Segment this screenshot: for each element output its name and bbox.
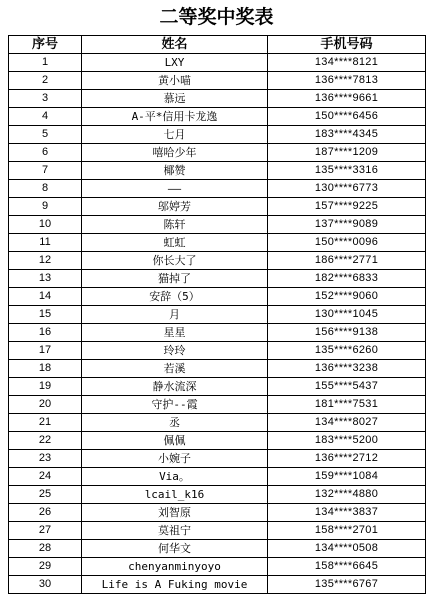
row-name-cell: 七月 [82,126,268,144]
row-index-cell: 16 [9,324,82,342]
table-row [9,540,426,558]
row-name-cell: 守护--霞 [82,396,268,414]
row-index-cell: 24 [9,468,82,486]
table-row [9,162,426,180]
row-index-cell: 6 [9,144,82,162]
row-name-cell: lcail_k16 [82,486,268,504]
row-index-cell: 11 [9,234,82,252]
row-name-cell: 静水流深 [82,378,268,396]
row-phone-cell: 183****4345 [268,126,426,144]
row-name-cell: 你长大了 [82,252,268,270]
table-row [9,396,426,414]
column-header-phone: 手机号码 [268,36,426,54]
row-name-cell: 玲玲 [82,342,268,360]
table-row [9,486,426,504]
table-row [9,414,426,432]
row-index-cell: 22 [9,432,82,450]
row-index-cell: 17 [9,342,82,360]
row-phone-cell: 134****8027 [268,414,426,432]
row-name-cell: 星星 [82,324,268,342]
table-row [9,72,426,90]
row-index-cell: 7 [9,162,82,180]
column-header-index: 序号 [9,36,82,54]
row-index-cell: 19 [9,378,82,396]
row-phone-cell: 158****6645 [268,558,426,576]
table-row [9,504,426,522]
row-index-cell: 26 [9,504,82,522]
row-name-cell: 虹虹 [82,234,268,252]
row-phone-cell: 181****7531 [268,396,426,414]
row-index-cell: 23 [9,450,82,468]
row-phone-cell: 136****2712 [268,450,426,468]
winners-table [8,35,426,594]
row-name-cell: A-平*信用卡龙逸 [82,108,268,126]
row-phone-cell: 135****6767 [268,576,426,594]
row-index-cell: 9 [9,198,82,216]
row-name-cell: 小婉子 [82,450,268,468]
table-row [9,468,426,486]
row-phone-cell: 150****6456 [268,108,426,126]
table-row [9,342,426,360]
row-phone-cell: 187****1209 [268,144,426,162]
row-phone-cell: 135****3316 [268,162,426,180]
table-row [9,378,426,396]
row-name-cell: 猫掉了 [82,270,268,288]
row-phone-cell: 158****2701 [268,522,426,540]
table-row [9,450,426,468]
table-row [9,180,426,198]
row-index-cell: 30 [9,576,82,594]
row-name-cell: 安辞（5） [82,288,268,306]
row-name-cell: LXY [82,54,268,72]
table-row [9,324,426,342]
row-index-cell: 8 [9,180,82,198]
row-index-cell: 27 [9,522,82,540]
row-name-cell: 陈轩 [82,216,268,234]
row-name-cell: —— [82,180,268,198]
column-header-name: 姓名 [82,36,268,54]
row-name-cell: 何华文 [82,540,268,558]
row-phone-cell: 159****1084 [268,468,426,486]
row-phone-cell: 136****3238 [268,360,426,378]
row-name-cell: 佩佩 [82,432,268,450]
row-name-cell: Life is A Fuking movie [82,576,268,594]
row-name-cell: Via。 [82,468,268,486]
row-phone-cell: 134****8121 [268,54,426,72]
row-name-cell: 邬婷芳 [82,198,268,216]
table-row [9,144,426,162]
row-phone-cell: 134****0508 [268,540,426,558]
table-row [9,306,426,324]
row-index-cell: 21 [9,414,82,432]
row-index-cell: 1 [9,54,82,72]
row-phone-cell: 135****6260 [268,342,426,360]
table-row [9,198,426,216]
table-row [9,108,426,126]
row-index-cell: 2 [9,72,82,90]
table-row [9,522,426,540]
row-phone-cell: 150****0096 [268,234,426,252]
table-row [9,216,426,234]
row-phone-cell: 157****9225 [268,198,426,216]
row-index-cell: 28 [9,540,82,558]
row-name-cell: 月 [82,306,268,324]
table-row [9,558,426,576]
row-index-cell: 29 [9,558,82,576]
row-phone-cell: 130****1045 [268,306,426,324]
row-index-cell: 12 [9,252,82,270]
row-index-cell: 4 [9,108,82,126]
table-body [9,54,426,594]
table-row [9,54,426,72]
row-name-cell: 黄小喵 [82,72,268,90]
row-index-cell: 14 [9,288,82,306]
table-row [9,90,426,108]
row-index-cell: 5 [9,126,82,144]
table-row [9,432,426,450]
row-name-cell: 莫祖宁 [82,522,268,540]
table-row [9,270,426,288]
page-title: 二等奖中奖表 [159,6,274,28]
row-phone-cell: 130****6773 [268,180,426,198]
row-phone-cell: 136****9661 [268,90,426,108]
row-index-cell: 3 [9,90,82,108]
table-row [9,234,426,252]
table-header-row [9,36,426,54]
row-index-cell: 25 [9,486,82,504]
row-index-cell: 13 [9,270,82,288]
row-phone-cell: 155****5437 [268,378,426,396]
row-name-cell: 椰赞 [82,162,268,180]
row-index-cell: 20 [9,396,82,414]
row-phone-cell: 186****2771 [268,252,426,270]
table-row [9,252,426,270]
row-name-cell: 慕远 [82,90,268,108]
table-row [9,288,426,306]
row-phone-cell: 136****7813 [268,72,426,90]
row-index-cell: 18 [9,360,82,378]
row-phone-cell: 156****9138 [268,324,426,342]
table-row [9,360,426,378]
row-name-cell: 丞 [82,414,268,432]
row-phone-cell: 132****4880 [268,486,426,504]
row-name-cell: 刘智原 [82,504,268,522]
row-name-cell: chenyanminyoyo [82,558,268,576]
row-phone-cell: 182****6833 [268,270,426,288]
row-index-cell: 10 [9,216,82,234]
row-index-cell: 15 [9,306,82,324]
row-phone-cell: 134****3837 [268,504,426,522]
row-name-cell: 若溪 [82,360,268,378]
row-name-cell: 嘻哈少年 [82,144,268,162]
row-phone-cell: 183****5200 [268,432,426,450]
table-row [9,126,426,144]
row-phone-cell: 152****9060 [268,288,426,306]
row-phone-cell: 137****9089 [268,216,426,234]
